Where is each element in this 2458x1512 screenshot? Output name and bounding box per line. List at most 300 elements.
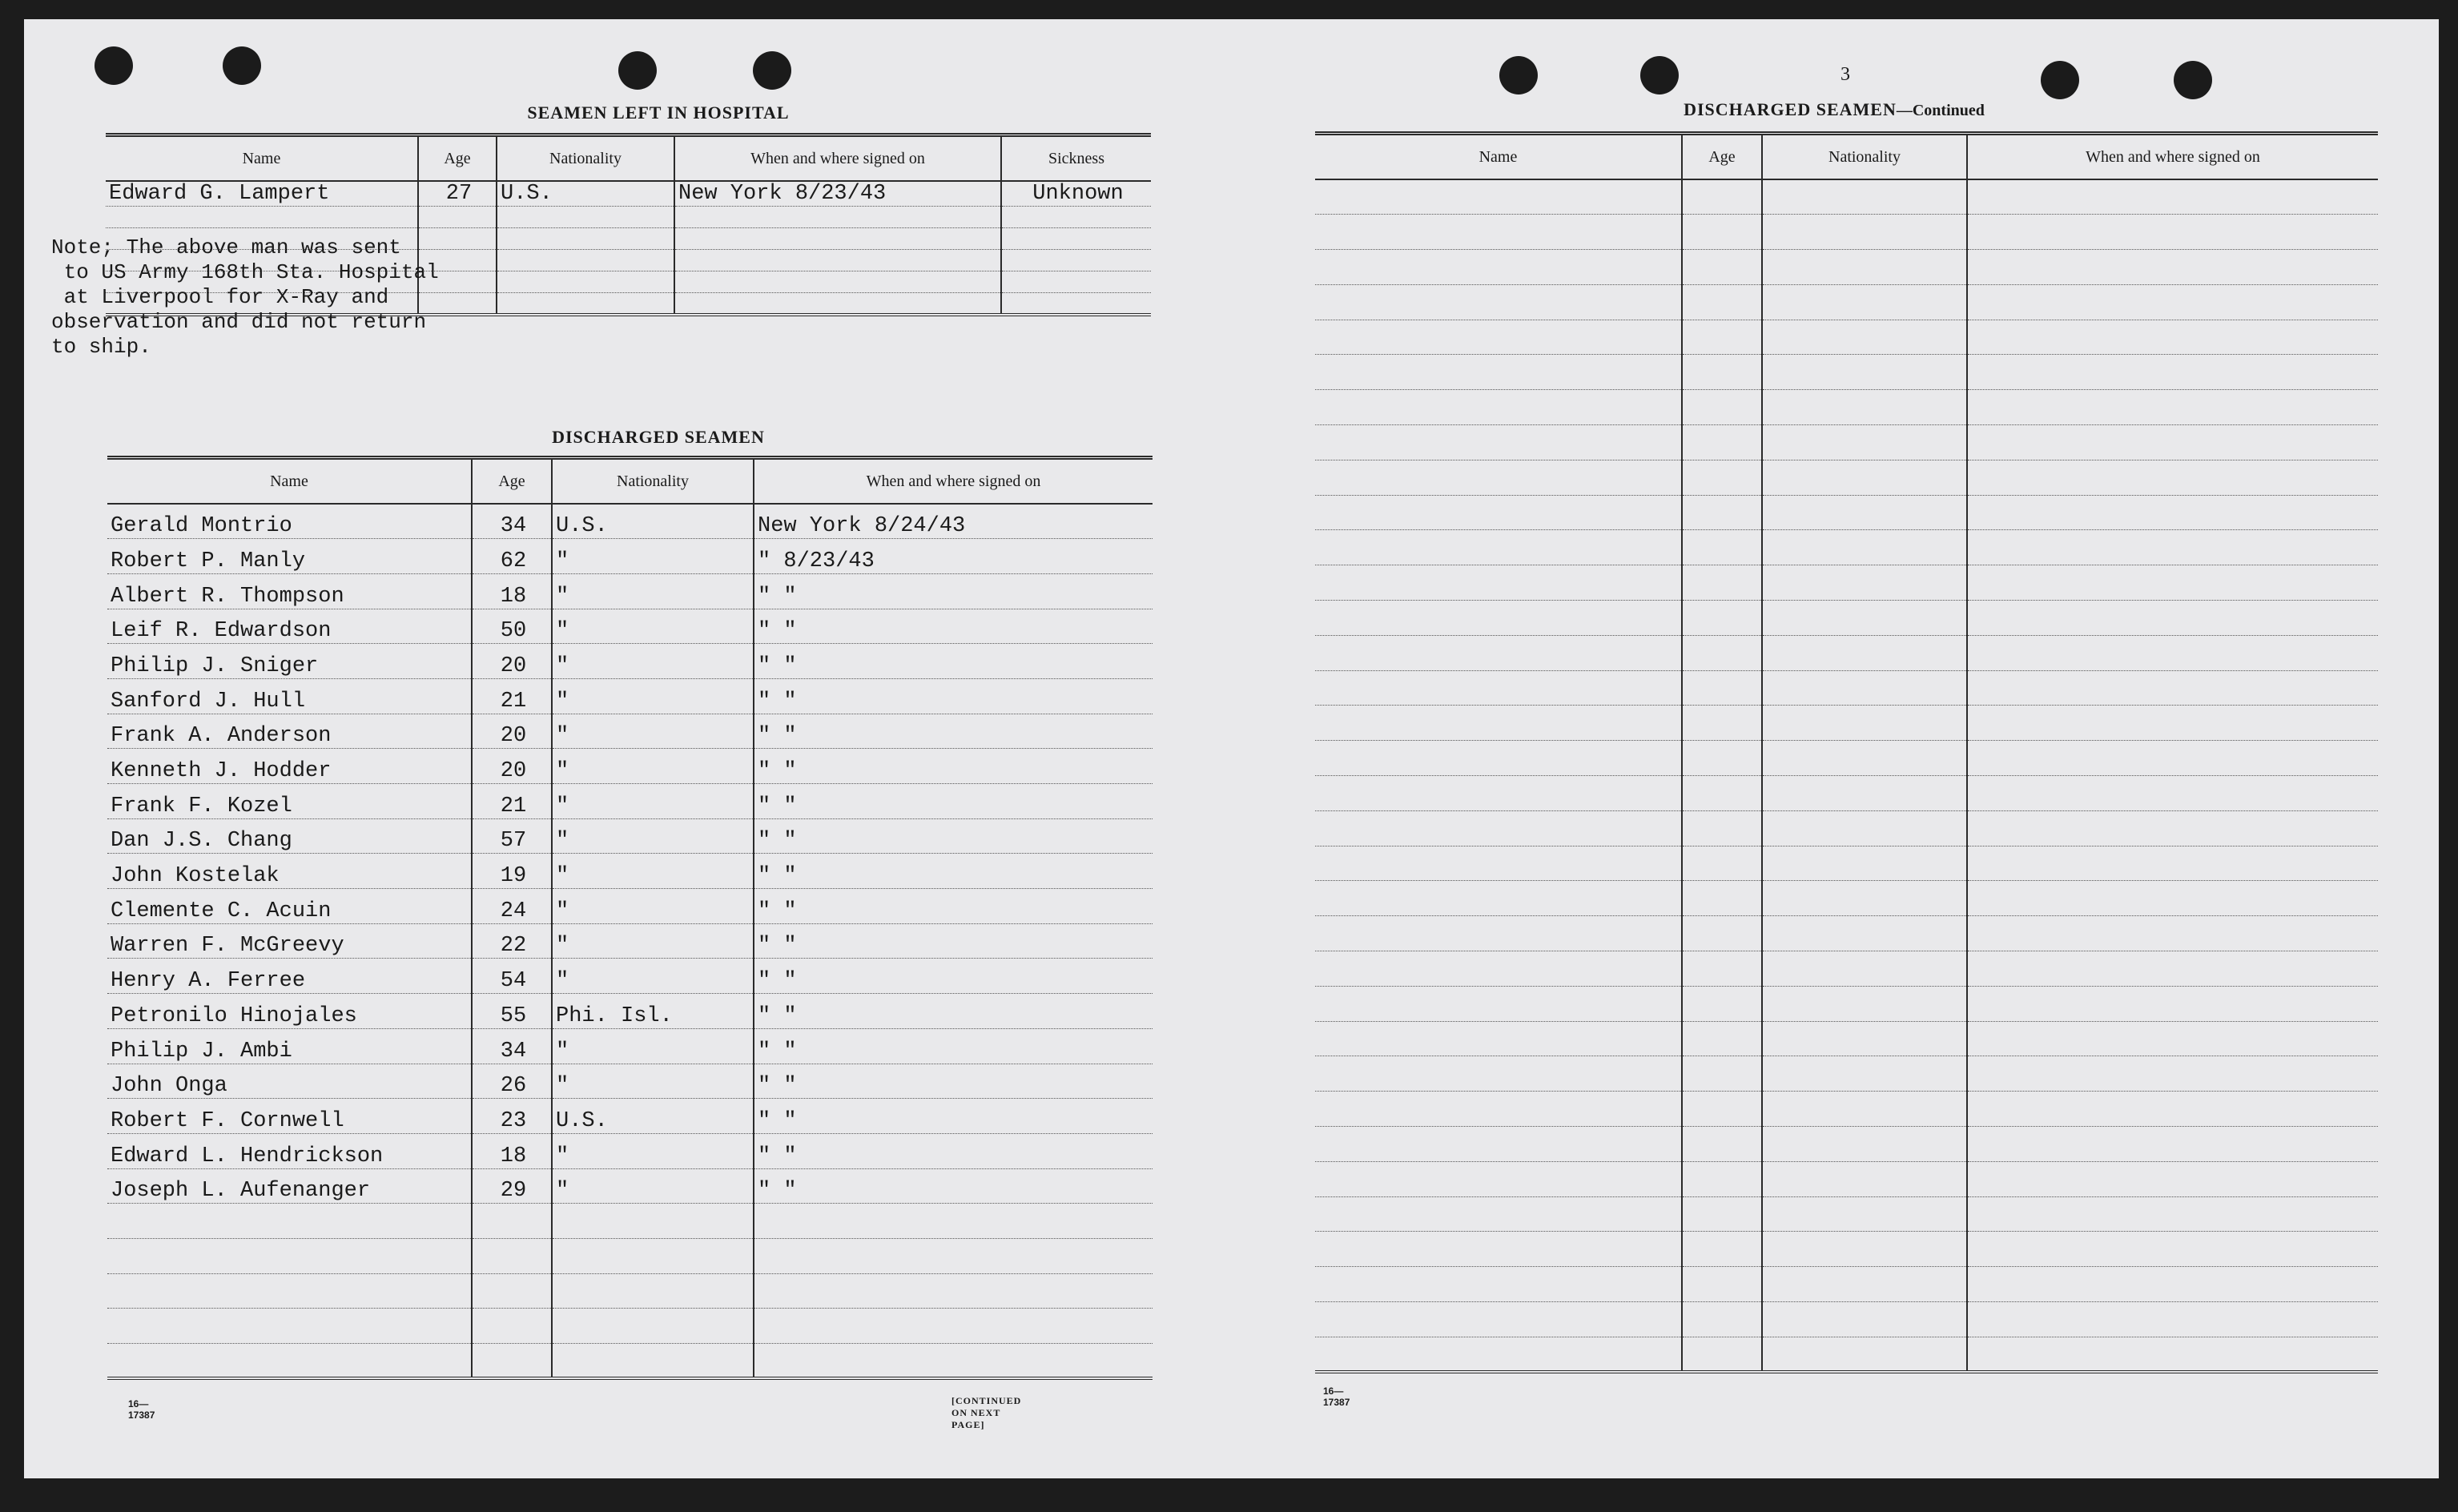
cell-nationality [552, 1273, 754, 1309]
cell-name [1315, 1232, 1682, 1267]
cell-name: Robert F. Cornwell [107, 1099, 472, 1134]
cell-signed-on: " " [754, 818, 1153, 854]
table-row [1315, 951, 2378, 987]
cell-name [1315, 1161, 1682, 1196]
cell-signed-on [1967, 776, 2378, 811]
cell-signed-on: New York 8/23/43 [674, 181, 1001, 207]
table-row [107, 784, 1153, 819]
cell-age [472, 1344, 552, 1379]
cell-age: 22 [472, 923, 552, 959]
cell-signed-on [1967, 1196, 2378, 1232]
cell-signed-on: " " [754, 1168, 1153, 1204]
cell-signed-on [1967, 810, 2378, 846]
cell-signed-on: " " [754, 994, 1153, 1029]
cell-nationality [497, 293, 674, 315]
cell-signed-on: " " [754, 959, 1153, 994]
cell-age [1682, 810, 1762, 846]
column-header-nationality: Nationality [1762, 134, 1967, 180]
table-row [107, 994, 1153, 1029]
cell-nationality [552, 1344, 754, 1379]
table-row [1315, 810, 2378, 846]
table-row [107, 678, 1153, 714]
table-row [1315, 250, 2378, 285]
cell-name: Henry A. Ferree [107, 959, 472, 994]
cell-name [1315, 706, 1682, 741]
column-header-name: Name [106, 135, 418, 182]
page-number: 3 [1840, 64, 1850, 85]
cell-name [1315, 320, 1682, 355]
cell-name: Dan J.S. Chang [107, 818, 472, 854]
cell-name [1315, 495, 1682, 530]
punch-hole-icon [753, 51, 791, 90]
punch-hole-icon [95, 46, 133, 85]
cell-sickness [1001, 271, 1151, 293]
cell-name [1315, 1302, 1682, 1337]
cell-name [107, 1309, 472, 1344]
cell-age [1682, 250, 1762, 285]
cell-signed-on: " " [754, 923, 1153, 959]
cell-signed-on: " " [754, 1133, 1153, 1168]
table-row [1315, 635, 2378, 670]
cell-signed-on: " " [754, 784, 1153, 819]
discharged-table [107, 456, 1153, 1380]
cell-age [1682, 495, 1762, 530]
cell-nationality: " [552, 1064, 754, 1099]
table-row [1315, 1267, 2378, 1302]
table-row [1315, 1056, 2378, 1092]
cell-age: 27 [418, 181, 497, 207]
cell-sickness [1001, 293, 1151, 315]
table-row [1315, 460, 2378, 495]
cell-nationality [1762, 1021, 1967, 1056]
cell-nationality [1762, 1302, 1967, 1337]
cell-name [1315, 881, 1682, 916]
cell-nationality: " [552, 678, 754, 714]
punch-hole-icon [1640, 56, 1679, 94]
cell-signed-on [1967, 565, 2378, 601]
table-row [107, 609, 1153, 644]
cell-age [1682, 565, 1762, 601]
cell-nationality: " [552, 714, 754, 749]
cell-name [1315, 284, 1682, 320]
cell-signed-on [1967, 635, 2378, 670]
cell-name: Sanford J. Hull [107, 678, 472, 714]
cell-age: 34 [472, 504, 552, 539]
cell-nationality: " [552, 539, 754, 574]
cell-signed-on: " " [754, 678, 1153, 714]
cell-nationality [1762, 320, 1967, 355]
cell-signed-on [1967, 1021, 2378, 1056]
cell-nationality [497, 250, 674, 271]
cell-signed-on [1967, 425, 2378, 460]
cell-nationality [1762, 460, 1967, 495]
table-row [107, 1133, 1153, 1168]
column-header-sickness: Sickness [1001, 135, 1151, 182]
table-row [107, 749, 1153, 784]
cell-age [1682, 355, 1762, 390]
cell-nationality [1762, 776, 1967, 811]
cell-nationality: Phi. Isl. [552, 994, 754, 1029]
cell-name [107, 1344, 472, 1379]
cell-nationality [1762, 530, 1967, 565]
table-row [1315, 1127, 2378, 1162]
column-header-nationality: Nationality [552, 458, 754, 505]
cell-name: Petronilo Hinojales [107, 994, 472, 1029]
table-row [107, 1099, 1153, 1134]
cell-nationality [1762, 741, 1967, 776]
cell-nationality [1762, 355, 1967, 390]
table-row [107, 1273, 1153, 1309]
cell-age: 55 [472, 994, 552, 1029]
cell-age [1682, 951, 1762, 987]
cell-name [1315, 250, 1682, 285]
cell-nationality [1762, 951, 1967, 987]
cell-nationality [1762, 635, 1967, 670]
cell-signed-on: " " [754, 1099, 1153, 1134]
table-row [1315, 741, 2378, 776]
table-row [1315, 1337, 2378, 1372]
cell-nationality [497, 228, 674, 250]
cell-nationality [1762, 1056, 1967, 1092]
cell-nationality [1762, 810, 1967, 846]
cell-name [1315, 916, 1682, 951]
cell-nationality [1762, 179, 1967, 215]
table-row [107, 539, 1153, 574]
table-row [107, 1168, 1153, 1204]
punch-hole-icon [2174, 61, 2212, 99]
cell-signed-on [1967, 601, 2378, 636]
cell-signed-on: " " [754, 854, 1153, 889]
cell-signed-on: " " [754, 889, 1153, 924]
cell-age [1682, 1337, 1762, 1372]
cell-signed-on [754, 1273, 1153, 1309]
cell-name: Philip J. Ambi [107, 1028, 472, 1064]
cell-name [1315, 565, 1682, 601]
cell-name: Leif R. Edwardson [107, 609, 472, 644]
continued-suffix: —Continued [1896, 102, 1985, 119]
cell-age: 24 [472, 889, 552, 924]
table-row [1315, 670, 2378, 706]
cell-age [418, 207, 497, 228]
column-header-age: Age [418, 135, 497, 182]
cell-nationality: " [552, 784, 754, 819]
cell-signed-on [1967, 284, 2378, 320]
column-header-signed-on: When and where signed on [674, 135, 1001, 182]
cell-name [1315, 776, 1682, 811]
cell-nationality: " [552, 818, 754, 854]
cell-age: 18 [472, 1133, 552, 1168]
table-row [1315, 1196, 2378, 1232]
cell-nationality [1762, 846, 1967, 881]
table-row [107, 1238, 1153, 1273]
punch-hole-icon [223, 46, 261, 85]
cell-nationality [1762, 986, 1967, 1021]
table-row [107, 1028, 1153, 1064]
table-row [106, 207, 1151, 228]
cell-name [1315, 390, 1682, 425]
table-row [1315, 425, 2378, 460]
cell-age [1682, 916, 1762, 951]
cell-name [1315, 601, 1682, 636]
cell-age [1682, 425, 1762, 460]
table-row [1315, 179, 2378, 215]
cell-signed-on [1967, 250, 2378, 285]
column-header-signed-on: When and where signed on [754, 458, 1153, 505]
cell-signed-on [1967, 1337, 2378, 1372]
cell-age: 18 [472, 573, 552, 609]
cell-nationality: " [552, 573, 754, 609]
column-header-age: Age [1682, 134, 1762, 180]
cell-name [1315, 460, 1682, 495]
cell-name [1315, 741, 1682, 776]
table-row [1315, 776, 2378, 811]
cell-signed-on: " " [754, 573, 1153, 609]
cell-nationality: " [552, 1028, 754, 1064]
cell-signed-on [1967, 1092, 2378, 1127]
cell-nationality: " [552, 609, 754, 644]
cell-signed-on [1967, 1267, 2378, 1302]
cell-signed-on: " " [754, 644, 1153, 679]
cell-signed-on: " " [754, 609, 1153, 644]
cell-age: 20 [472, 749, 552, 784]
cell-signed-on [1967, 951, 2378, 987]
cell-name: Warren F. McGreevy [107, 923, 472, 959]
cell-signed-on [754, 1238, 1153, 1273]
table-row [1315, 601, 2378, 636]
cell-nationality: " [552, 749, 754, 784]
cell-age [1682, 460, 1762, 495]
table-row [1315, 916, 2378, 951]
cell-signed-on [1967, 1232, 2378, 1267]
column-header-nationality: Nationality [497, 135, 674, 182]
cell-age [1682, 320, 1762, 355]
cell-nationality [552, 1204, 754, 1239]
cell-age [1682, 1232, 1762, 1267]
continued-note: [CONTINUED ON NEXT PAGE] [951, 1395, 1022, 1430]
table-row [1315, 706, 2378, 741]
cell-signed-on [754, 1204, 1153, 1239]
cell-nationality: " [552, 959, 754, 994]
cell-age [1682, 881, 1762, 916]
cell-nationality [1762, 425, 1967, 460]
cell-signed-on [1967, 495, 2378, 530]
table-row [1315, 986, 2378, 1021]
cell-nationality [1762, 1127, 1967, 1162]
cell-signed-on [754, 1344, 1153, 1379]
cell-name [1315, 1021, 1682, 1056]
table-row [1315, 1021, 2378, 1056]
table-row [106, 181, 1151, 207]
cell-signed-on [1967, 320, 2378, 355]
cell-age [1682, 670, 1762, 706]
cell-nationality [1762, 495, 1967, 530]
cell-age: 29 [472, 1168, 552, 1204]
cell-signed-on [1967, 670, 2378, 706]
cell-signed-on: " " [754, 749, 1153, 784]
cell-name [106, 207, 418, 228]
cell-name: Philip J. Sniger [107, 644, 472, 679]
document-sheet [24, 19, 2439, 1478]
cell-signed-on [1967, 881, 2378, 916]
column-header-name: Name [1315, 134, 1682, 180]
cell-signed-on [1967, 460, 2378, 495]
table-row [107, 504, 1153, 539]
table-row [107, 1064, 1153, 1099]
discharged-title-main: DISCHARGED SEAMEN [1684, 99, 1897, 119]
cell-nationality [1762, 565, 1967, 601]
table-row [1315, 565, 2378, 601]
cell-nationality: U.S. [552, 1099, 754, 1134]
table-row [1315, 881, 2378, 916]
table-row [1315, 355, 2378, 390]
cell-nationality [1762, 1092, 1967, 1127]
table-row [1315, 215, 2378, 250]
cell-name [107, 1204, 472, 1239]
cell-name: Kenneth J. Hodder [107, 749, 472, 784]
cell-age: 20 [472, 714, 552, 749]
cell-name: John Kostelak [107, 854, 472, 889]
cell-nationality [552, 1309, 754, 1344]
cell-nationality: " [552, 889, 754, 924]
cell-age: 34 [472, 1028, 552, 1064]
cell-age: 57 [472, 818, 552, 854]
cell-nationality: " [552, 644, 754, 679]
cell-signed-on [674, 293, 1001, 315]
cell-signed-on: " " [754, 714, 1153, 749]
table-row [1315, 1232, 2378, 1267]
cell-signed-on [1967, 846, 2378, 881]
punch-hole-icon [1499, 56, 1538, 94]
cell-nationality [1762, 601, 1967, 636]
cell-age [1682, 1092, 1762, 1127]
table-row [107, 573, 1153, 609]
cell-signed-on [1967, 916, 2378, 951]
cell-nationality [1762, 1232, 1967, 1267]
table-row [1315, 1302, 2378, 1337]
discharged-section-title: DISCHARGED SEAMEN [552, 427, 765, 447]
cell-age [1682, 1267, 1762, 1302]
column-header-signed-on: When and where signed on [1967, 134, 2378, 180]
table-row [107, 889, 1153, 924]
column-header-name: Name [107, 458, 472, 505]
cell-name [1315, 1196, 1682, 1232]
cell-nationality [1762, 284, 1967, 320]
table-row [1315, 495, 2378, 530]
cell-age [472, 1273, 552, 1309]
cell-age [472, 1204, 552, 1239]
cell-name: Gerald Montrio [107, 504, 472, 539]
table-row [1315, 530, 2378, 565]
cell-age [1682, 635, 1762, 670]
table-row [107, 1309, 1153, 1344]
cell-signed-on [754, 1309, 1153, 1344]
discharged-continued-title [1666, 99, 2002, 120]
cell-name [1315, 1056, 1682, 1092]
cell-signed-on [1967, 530, 2378, 565]
cell-age: 50 [472, 609, 552, 644]
cell-name [1315, 951, 1682, 987]
table-row [1315, 390, 2378, 425]
cell-age [472, 1309, 552, 1344]
cell-name: Edward L. Hendrickson [107, 1133, 472, 1168]
table-row [1315, 1092, 2378, 1127]
cell-name [1315, 1127, 1682, 1162]
cell-nationality: " [552, 923, 754, 959]
table-row [107, 959, 1153, 994]
punch-hole-icon [2041, 61, 2079, 99]
cell-name [1315, 215, 1682, 250]
cell-signed-on: " 8/23/43 [754, 539, 1153, 574]
cell-name [107, 1238, 472, 1273]
discharged-continued-table [1315, 131, 2378, 1373]
cell-nationality [1762, 250, 1967, 285]
cell-signed-on [1967, 986, 2378, 1021]
cell-name [1315, 425, 1682, 460]
table-row [107, 923, 1153, 959]
table-row [1315, 320, 2378, 355]
hospital-section-title: SEAMEN LEFT IN HOSPITAL [527, 103, 790, 123]
cell-signed-on [1967, 390, 2378, 425]
cell-nationality: " [552, 1133, 754, 1168]
table-row [107, 1344, 1153, 1379]
table-row [1315, 846, 2378, 881]
cell-signed-on [1967, 1127, 2378, 1162]
cell-sickness [1001, 228, 1151, 250]
cell-age [1682, 706, 1762, 741]
cell-name [1315, 810, 1682, 846]
cell-signed-on [1967, 706, 2378, 741]
cell-nationality [1762, 916, 1967, 951]
cell-age: 21 [472, 784, 552, 819]
cell-signed-on [674, 271, 1001, 293]
cell-nationality [497, 271, 674, 293]
cell-name: Edward G. Lampert [106, 181, 418, 207]
table-row [107, 1204, 1153, 1239]
cell-name: John Onga [107, 1064, 472, 1099]
cell-signed-on [674, 250, 1001, 271]
cell-age [1682, 986, 1762, 1021]
cell-age [1682, 390, 1762, 425]
cell-name [1315, 179, 1682, 215]
cell-name [1315, 1092, 1682, 1127]
column-header-age: Age [472, 458, 552, 505]
cell-name: Joseph L. Aufenanger [107, 1168, 472, 1204]
cell-age [1682, 1056, 1762, 1092]
cell-age [1682, 1302, 1762, 1337]
cell-signed-on [674, 207, 1001, 228]
table-row [107, 644, 1153, 679]
cell-age [1682, 846, 1762, 881]
cell-signed-on [1967, 1161, 2378, 1196]
cell-sickness: Unknown [1001, 181, 1151, 207]
cell-signed-on [1967, 1056, 2378, 1092]
cell-name [1315, 1337, 1682, 1372]
cell-signed-on [1967, 215, 2378, 250]
cell-age [1682, 530, 1762, 565]
cell-name [1315, 355, 1682, 390]
cell-nationality: " [552, 854, 754, 889]
cell-age [1682, 1127, 1762, 1162]
cell-age: 19 [472, 854, 552, 889]
cell-name [1315, 530, 1682, 565]
hospital-note: Note; The above man was sent to US Army 168th Sta. Hospital at Liverpool for X-Ray and observation and did not return to ship. [51, 235, 439, 359]
cell-name: Clemente C. Acuin [107, 889, 472, 924]
cell-signed-on [1967, 355, 2378, 390]
cell-age [1682, 1196, 1762, 1232]
cell-name: Frank A. Anderson [107, 714, 472, 749]
cell-age [1682, 741, 1762, 776]
cell-age [1682, 179, 1762, 215]
